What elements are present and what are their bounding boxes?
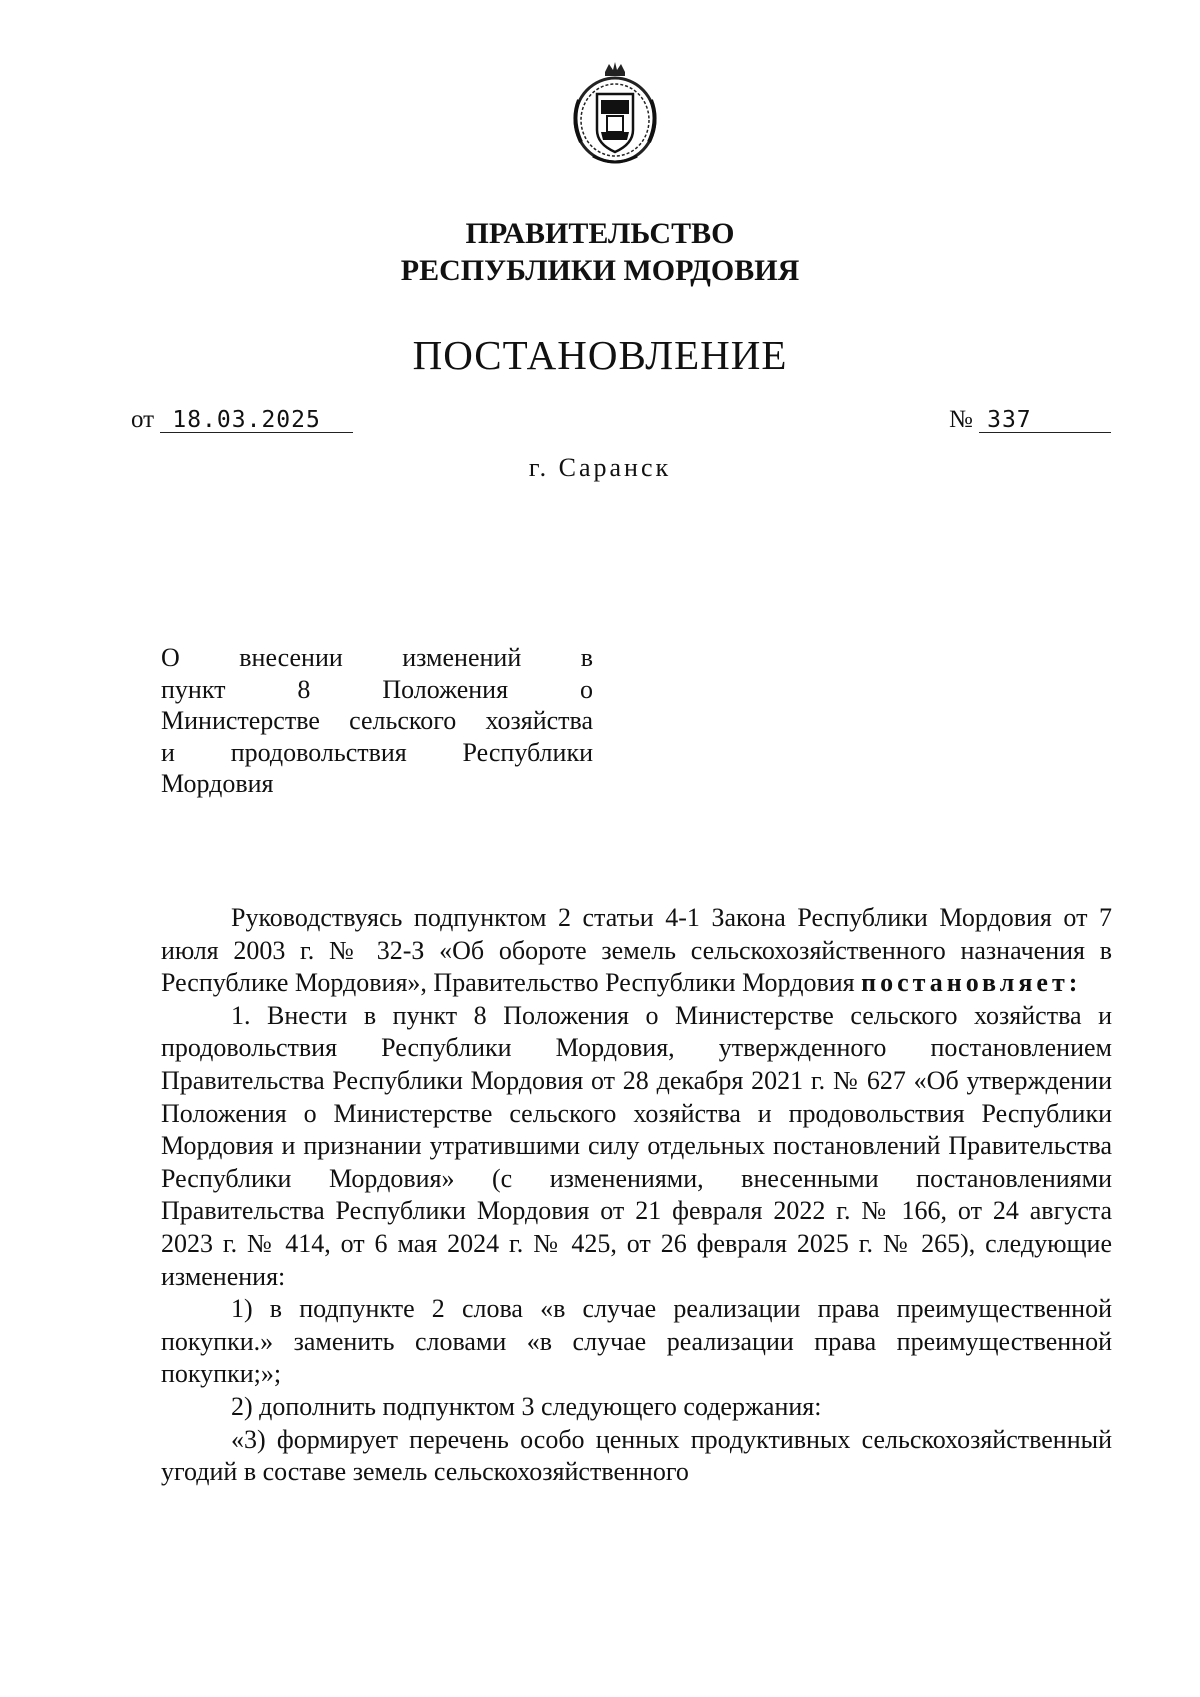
document-subject [161, 642, 593, 800]
subject-line: и продовольствия Республики [161, 737, 593, 767]
intro-text: Руководствуясь подпунктом 2 статьи 4-1 Закона Республики Мордовия от 7 июля 2003 г. № 32-З «Об обороте земель сельскохозяйственного назначения в Республике Мордовия», Правительство Республики Мордовия [161, 903, 1112, 998]
coat-of-arms-emblem [567, 60, 663, 170]
document-type-title: ПОСТАНОВЛЕНИЕ [412, 332, 788, 378]
number-prefix: № [949, 406, 973, 433]
date-field [131, 405, 353, 435]
subject-line: Мордовия [161, 769, 274, 798]
subitem-2-paragraph: 2) дополнить подпунктом 3 следующего содержания: [231, 1391, 822, 1421]
coat-of-arms-icon [567, 60, 663, 170]
subitem-3-paragraph: «3) формирует перечень особо ценных продуктивных сельскохозяйственный угодий в составе земель сельскохозяйственного [161, 1424, 1112, 1487]
item-1-paragraph: 1. Внести в пункт 8 Положения о Министерстве сельского хозяйства и продовольствия Республики Мордовия, утвержденного постановлением Правительства Республики Мордовия от 28 декабря 2021 г. № 627 «Об утверждении Положения о Министерстве сельского хозяйства и продовольствия Республики Мордовия и признании утратившими силу отдельных постановлений Правительства Республики Мордовия» (с изменениями, внесенными постановлениями Правительства Республики Мордовия от 21 февраля 2022 г. № 166, от 24 августа 2023 г. № 414, от 6 мая 2024 г. № 425, от 26 февраля 2025 г. № 265), следующие изменения: [161, 1000, 1112, 1291]
number-field [949, 405, 1111, 435]
subitem-1-paragraph: 1) в подпункте 2 слова «в случае реализации права преимущественной покупки.» заменить словами «в случае реализации права преимущественной покупки;»; [161, 1294, 1112, 1389]
government-title-line-2: РЕСПУБЛИКИ МОРДОВИЯ [400, 254, 800, 287]
intro-paragraph [161, 902, 1112, 1000]
government-title-line-1: ПРАВИТЕЛЬСТВО [465, 217, 735, 250]
decree-word: постановляет: [861, 968, 1082, 998]
subject-line: пункт 8 Положения о [161, 674, 593, 704]
document-body [161, 902, 1112, 1489]
date-prefix: от [131, 406, 155, 433]
date-value: 18.03.2025 [160, 408, 353, 433]
number-value: 337 [979, 408, 1111, 433]
subject-line: Министерстве сельского хозяйства [161, 706, 593, 735]
city-name: г. Саранск [528, 453, 672, 482]
subject-line: О внесении изменений в [161, 643, 593, 672]
